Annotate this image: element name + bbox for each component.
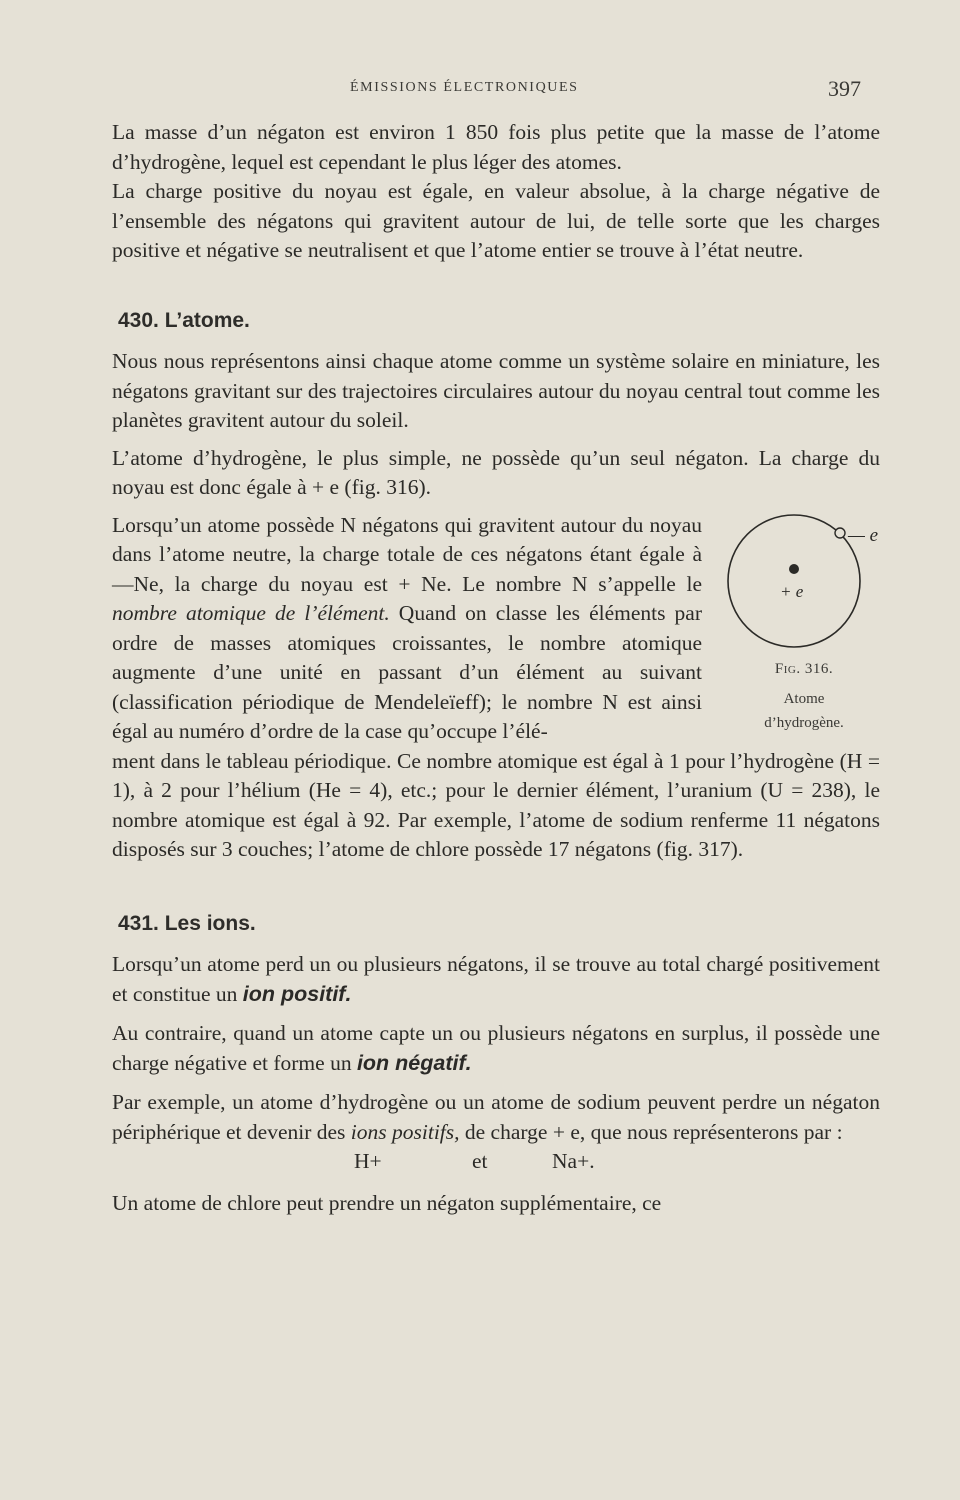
figure-caption <box>724 657 884 735</box>
body-text <box>112 118 880 1218</box>
positive-ions-term: ions positifs, <box>350 1119 460 1144</box>
figure-316 <box>724 511 894 751</box>
section-430-paragraph-3-end: ment dans le tableau périodique. Ce nombre atomique est égal à 1 pour l’hydrogène (H = 1), à 2 pour l’hélium (He = 4), etc.; pour le dernier élément, l’uranium (U = 238), le nombre atomique est égal à 92. Par exemple, l’atome de sodium renferme 11 négatons disposés sur 3 couches; l’atome de chlore possède 17 négatons (fig. 317). <box>112 748 880 861</box>
formula-sodium-ion: Na+. <box>552 1149 595 1173</box>
chapter-title: ÉMISSIONS ÉLECTRONIQUES <box>350 80 579 95</box>
positive-ion-term: ion positif. <box>242 981 352 1006</box>
formula-hydrogen-ion: H+ <box>354 1149 382 1173</box>
intro-paragraph-1: La masse d’un négaton est environ 1 850 fois plus petite que la masse de l’atome d’hydrogène, lequel est cependant le plus léger des atomes. <box>112 120 880 174</box>
atomic-number-term: nombre atomique de l’élément. <box>112 601 390 625</box>
caption-line-1: Atome <box>783 690 825 707</box>
paragraph-2-text: Au contraire, quand un atome capte un ou plusieurs négatons en surplus, il possède une charge négative et forme un <box>112 1021 880 1075</box>
electron-label: — e <box>848 524 879 546</box>
negative-ion-term: ion négatif. <box>356 1050 472 1075</box>
formula-conjunction: et <box>472 1149 488 1173</box>
section-430-paragraph-2: L’atome d’hydrogène, le plus simple, ne possède qu’un seul négaton. La charge du noyau est donc égale à + e (fig. 316). <box>112 445 880 499</box>
section-431-paragraph-3 <box>112 1088 880 1147</box>
electron-mark <box>835 528 845 538</box>
nucleus-mark <box>789 564 799 574</box>
caption-line-2: d’hydrogène. <box>764 714 844 731</box>
nucleus-label: + e <box>780 581 804 601</box>
paragraph-3-middle: Quand on classe les éléments par ordre de masses atomiques croissantes, le nombre atomique augmente d’une unité en passant d’un élément au suivant (classification périodique de Mendeleïeff); le nombre N est ainsi égal au numéro d’ordre de la case qu’occupe l’élé- <box>112 601 702 743</box>
paragraph-3-start: Lorsqu’un atome possède N négatons qui gravitent autour du noyau dans l’atome neutre, la charge totale de ces négatons étant égale à —Ne, la charge du noyau est + Ne. Le nombre N s’appelle le <box>112 512 702 596</box>
paragraph-3-text: Par exemple, un atome d’hydrogène ou un atome de sodium peuvent perdre un négaton périphérique et devenir des <box>112 1090 880 1144</box>
section-431-title: 431. Les ions. <box>118 911 256 935</box>
section-431-paragraph-1 <box>112 950 880 1009</box>
hydrogen-atom-diagram <box>724 511 894 651</box>
section-430-title: 430. L’atome. <box>118 308 250 332</box>
section-431-paragraph-4: Un atome de chlore peut prendre un négaton supplémentaire, ce <box>112 1190 662 1215</box>
intro-paragraph-2: La charge positive du noyau est égale, en valeur absolue, à la charge négative de l’ensemble des négatons qui gravitent autour de lui, de telle sorte que les charges positive et négative se neutralisent et que l’atome entier se trouve à l’état neutre. <box>112 179 880 262</box>
paragraph-3-tail: de charge + e, que nous représenterons par : <box>459 1119 843 1144</box>
paragraph-1-text: Lorsqu’un atome perd un ou plusieurs négatons, il se trouve au total chargé positivement et constitue un <box>112 952 880 1006</box>
section-430-paragraph-1: Nous nous représentons ainsi chaque atome comme un système solaire en miniature, les négatons gravitant sur des trajectoires circulaires autour du noyau central tout comme les planètes gravitent autour du soleil. <box>112 349 880 432</box>
page-number: 397 <box>828 76 861 101</box>
figure-wrap-block <box>112 511 880 747</box>
section-430-paragraph-3 <box>112 511 702 747</box>
section-431-paragraph-2 <box>112 1019 880 1078</box>
running-head <box>0 76 960 100</box>
figure-number: Fig. 316. <box>774 660 834 677</box>
ion-formula <box>112 1147 880 1177</box>
